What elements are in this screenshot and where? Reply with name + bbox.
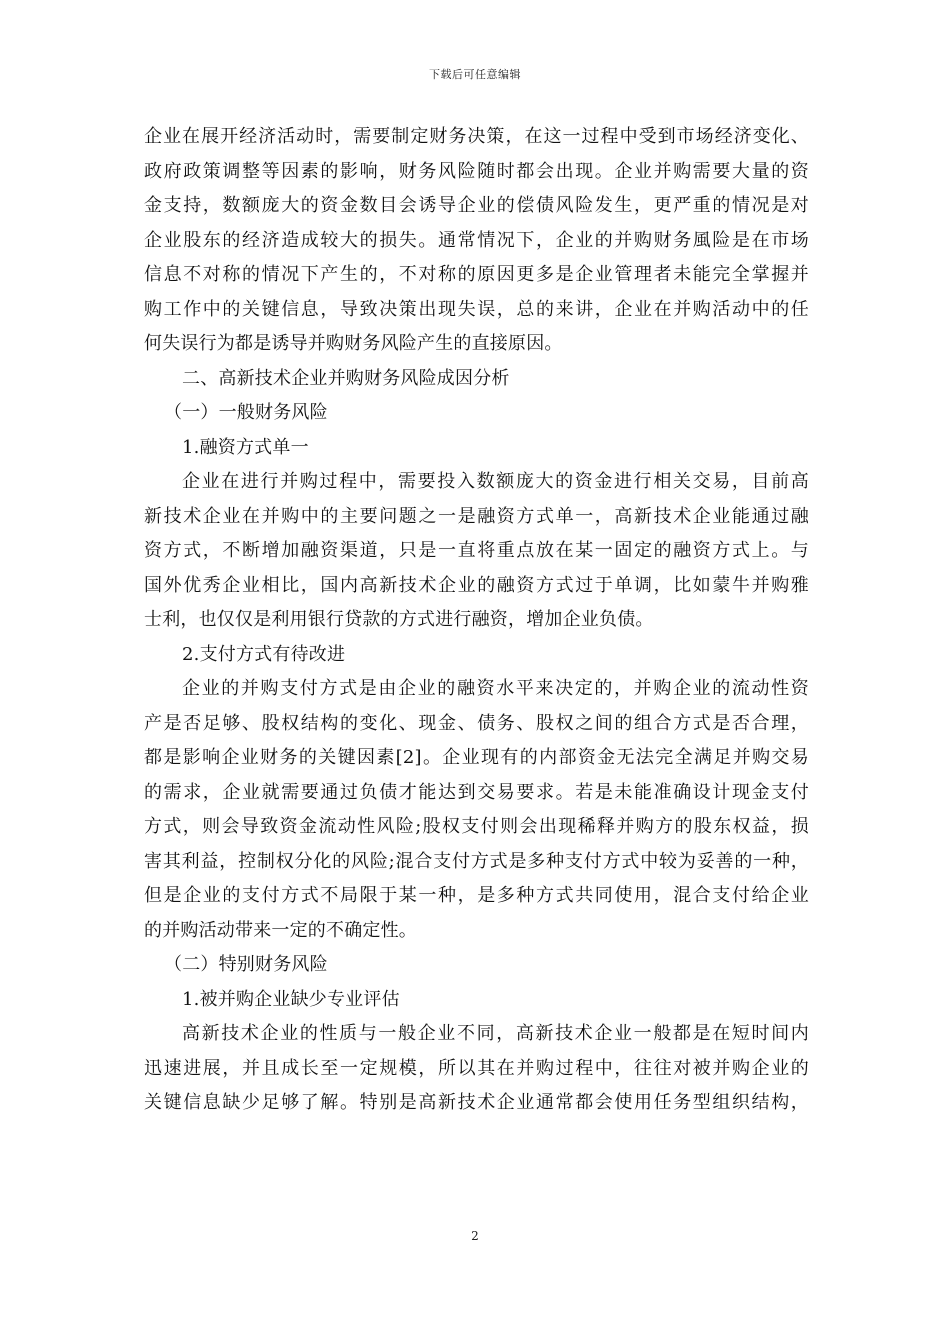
paragraph-evaluation (144, 1017, 809, 1121)
text-line: 的需求，企业就需要通过负债才能达到交易要求。若是未能准确设计现金支付 (144, 781, 809, 803)
paragraph-financing (144, 465, 809, 638)
text-line: 国外优秀企业相比，国内高新技术企业的融资方式过于单调，比如蒙牛并购雅 (144, 574, 809, 596)
text-line: 都是影响企业财务的关键因素[2]。企业现有的内部资金无法完全满足并购交易 (144, 747, 809, 768)
text-line: 害其利益，控制权分化的风险;混合支付方式是多种支付方式中较为妥善的一种， (144, 850, 809, 872)
paragraph-intro (144, 120, 809, 362)
text-line: 高新技术企业的性质与一般企业不同，高新技术企业一般都是在短时间内 (182, 1023, 809, 1044)
text-line: 政府政策调整等因素的影响，财务风险随时都会出现。企业并购需要大量的资 (144, 160, 809, 182)
document-body (144, 120, 809, 1121)
text-line: 方式，则会导致资金流动性风险;股权支付则会出现稀释并购方的股东权益，损 (144, 816, 809, 837)
paragraph-payment (144, 672, 809, 948)
text-line: 金支持，数额庞大的资金数目会诱导企业的偿债风险发生，更严重的情况是对 (144, 195, 809, 216)
text-line: 新技术企业在并购中的主要问题之一是融资方式单一，高新技术企业能通过融 (144, 505, 809, 527)
text-line: 资方式，不断增加融资渠道，只是一直将重点放在某一固定的融资方式上。与 (144, 540, 809, 561)
subsection-heading: （一）一般财务风险 (164, 402, 328, 423)
text-line: 企业在展开经济活动时，需要制定财务决策，在这一过程中受到市场经济变化、 (144, 126, 809, 147)
text-line: 迅速进展，并且成长至一定规模，所以其在并购过程中，往往对被并购企业的 (144, 1057, 809, 1079)
page-header: 下载后可任意编辑 (429, 68, 521, 81)
text-line: 企业在进行并购过程中，需要投入数额庞大的资金进行相关交易，目前高 (182, 471, 809, 492)
item-heading: 1.融资方式单一 (182, 436, 309, 458)
text-line: 关键信息缺少足够了解。特别是高新技术企业通常都会使用任务型组织结构， (144, 1092, 809, 1113)
page-number: 2 (471, 1229, 479, 1243)
text-line: 信息不对称的情况下产生的，不对称的原因更多是企业管理者未能完全掌握并 (144, 264, 809, 285)
text-line: 企业股东的经济造成较大的损失。通常情况下，企业的并购财务風险是在市场 (144, 229, 809, 251)
text-line: 购工作中的关键信息，导致决策出现失误，总的来讲，企业在并购活动中的任 (144, 298, 809, 320)
section-heading: 二、高新技术企业并购财务风险成因分析 (182, 367, 510, 389)
text-line: 的并购活动带来一定的不确定性。 (144, 919, 417, 941)
text-line: 但是企业的支付方式不局限于某一种，是多种方式共同使用，混合支付给企业 (144, 885, 809, 906)
text-line: 产是否足够、股权结构的变化、现金、债务、股权之间的组合方式是否合理， (144, 712, 809, 734)
text-line: 士利，也仅仅是利用银行贷款的方式进行融资，增加企业负债。 (144, 609, 654, 630)
text-line: 何失误行为都是诱导并购财务风险产生的直接原因。 (144, 333, 563, 354)
item-heading: 1.被并购企业缺少专业评估 (182, 988, 400, 1010)
text-line: 企业的并购支付方式是由企业的融资水平来决定的，并购企业的流动性资 (182, 678, 809, 699)
subsection-heading: （二）特别财务风险 (164, 954, 328, 975)
item-heading: 2.支付方式有待改进 (182, 643, 346, 665)
